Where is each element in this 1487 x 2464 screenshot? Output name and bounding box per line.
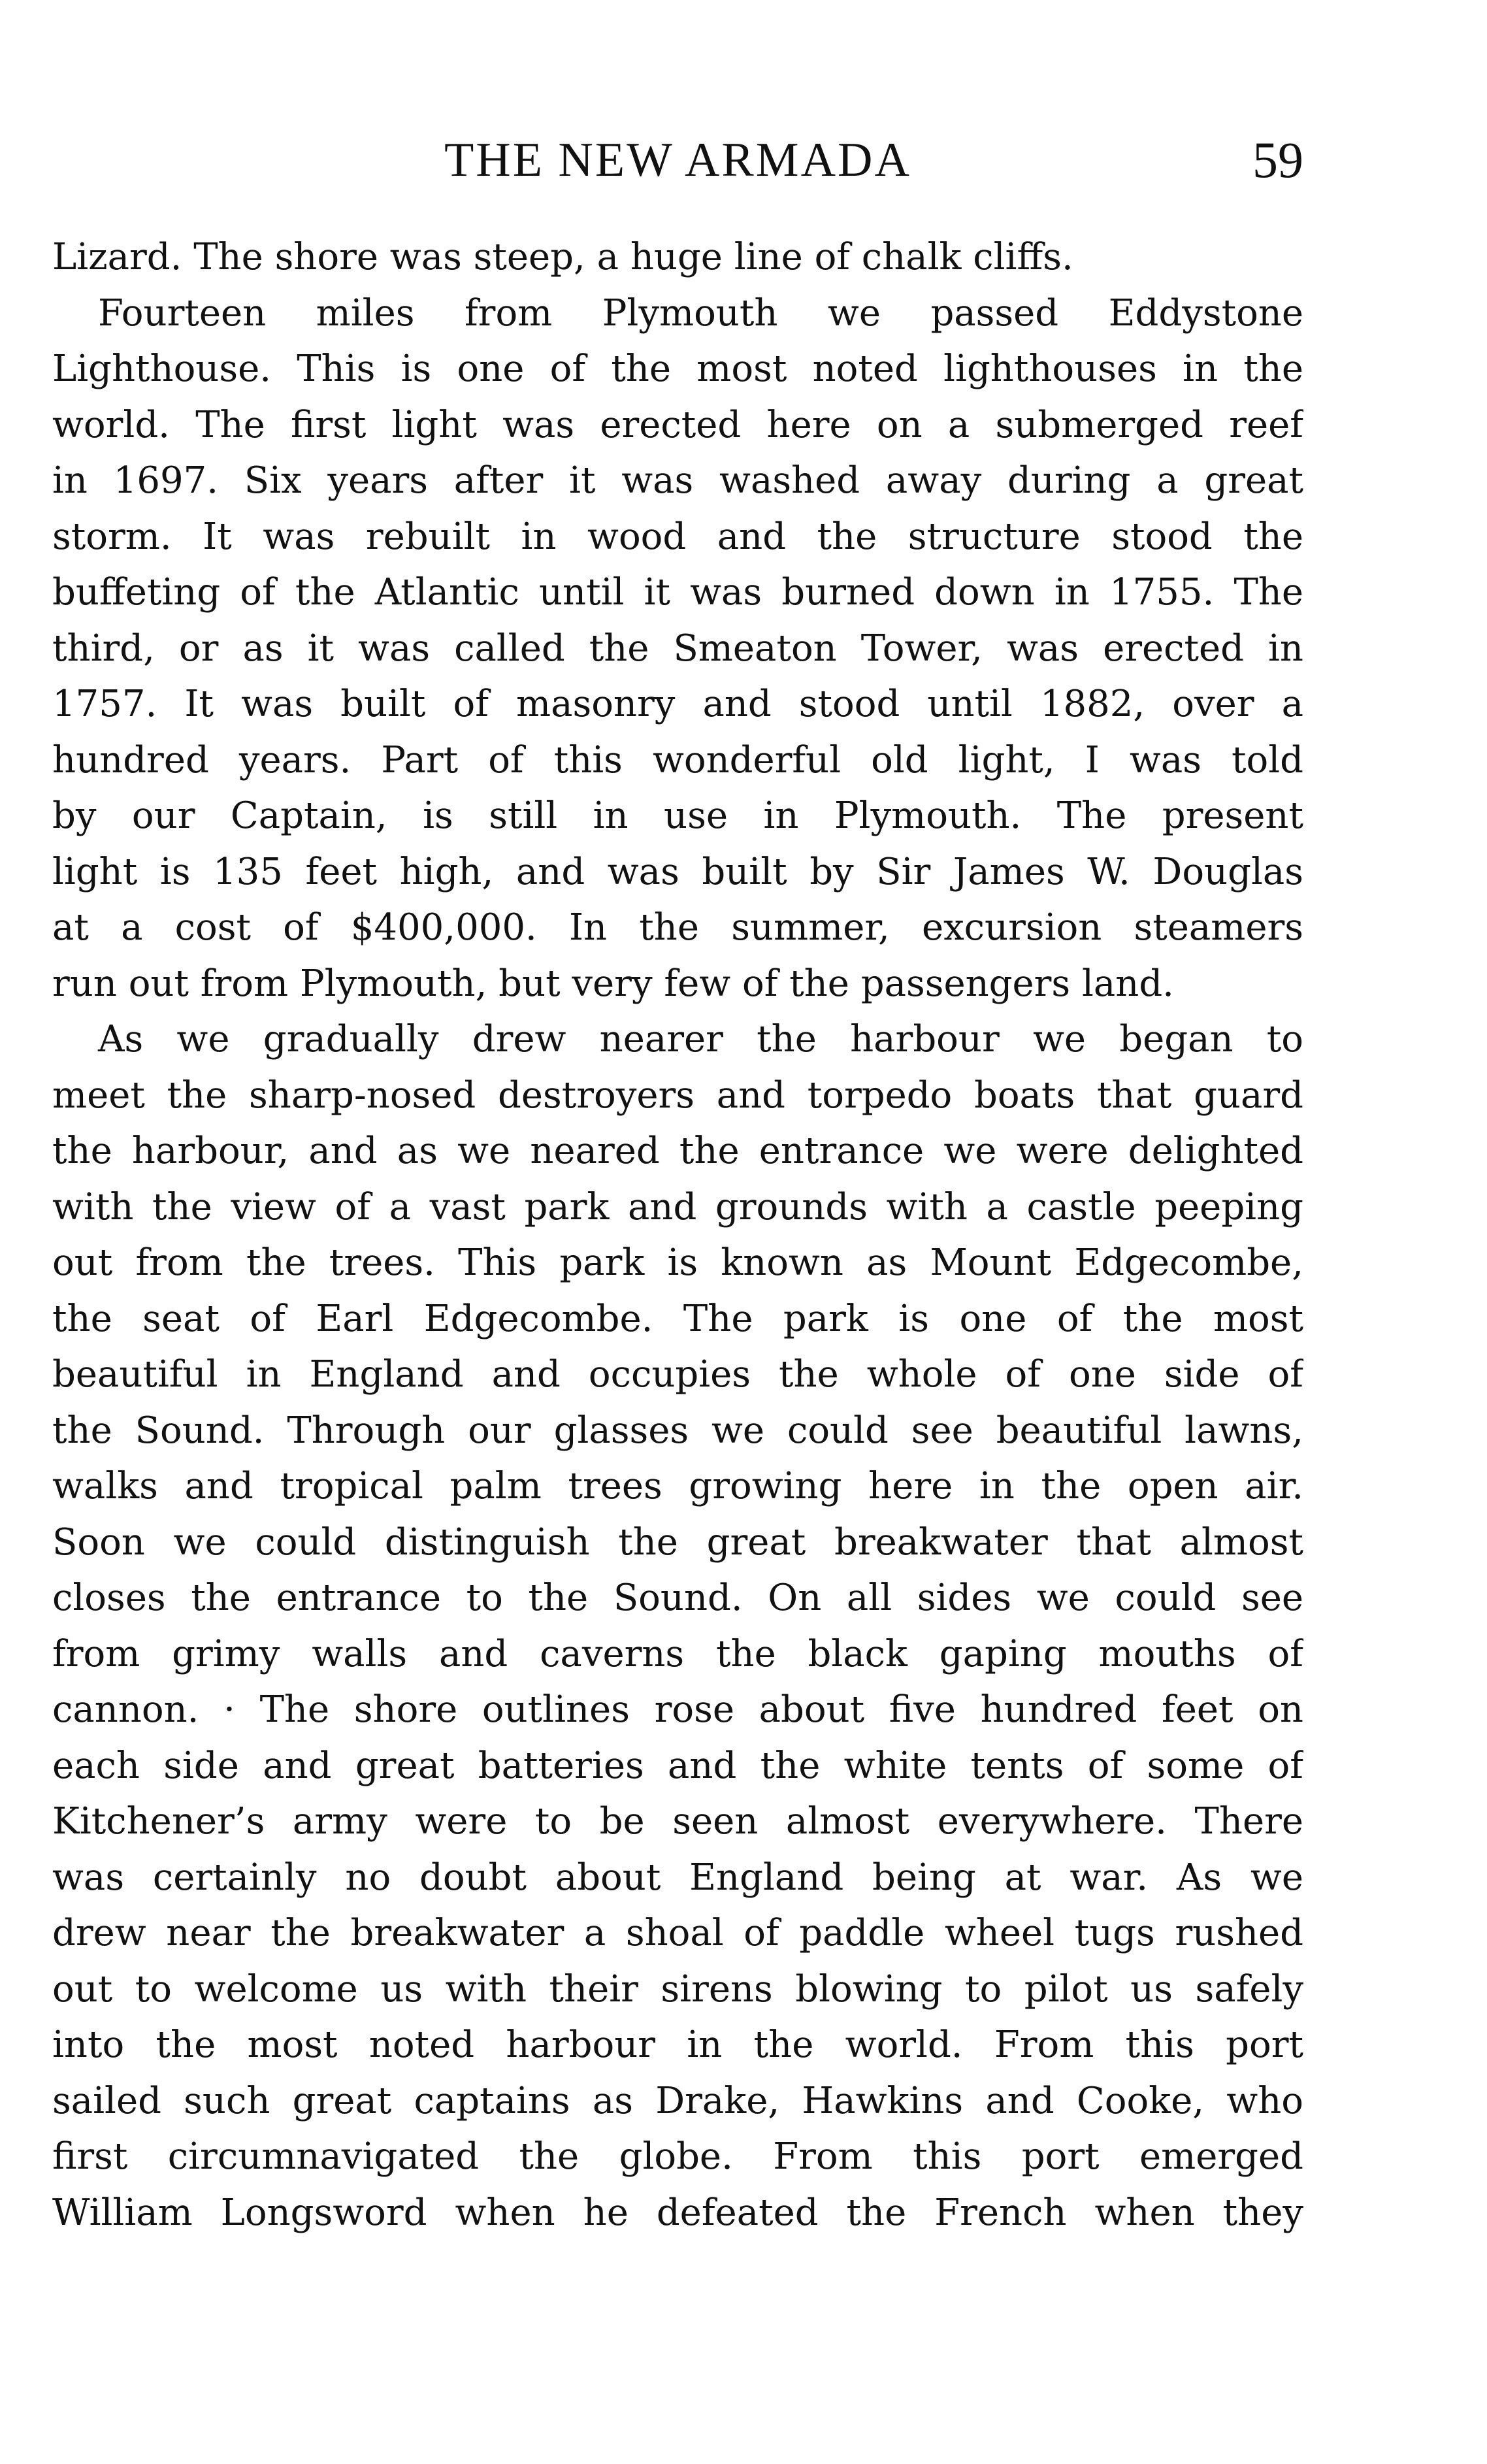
text-line: Lighthouse. This is one of the most noted lighthouses in the <box>52 348 1303 390</box>
running-header <box>52 127 1303 193</box>
text-line: beautiful in England and occupies the whole of one side of <box>52 1353 1303 1396</box>
text-line: Lizard. The shore was steep, a huge line of chalk cliffs. <box>52 236 1073 278</box>
text-line: the seat of Earl Edgecombe. The park is one of the most <box>52 1297 1303 1340</box>
page-number: 59 <box>1252 131 1303 188</box>
text-line: into the most noted harbour in the world. From this port <box>52 2024 1303 2066</box>
text-line: at a cost of $400,000. In the summer, excursion steamers <box>52 906 1303 949</box>
text-line: with the view of a vast park and grounds with a castle peeping <box>52 1185 1303 1228</box>
text-line: cannon. · The shore outlines rose about five hundred feet on <box>52 1688 1303 1731</box>
paragraph-first-line: Fourteen miles from Plymouth we passed Eddystone <box>98 291 1303 335</box>
text-line: in 1697. Six years after it was washed away during a great <box>52 459 1303 502</box>
text-line: the Sound. Through our glasses we could see beautiful lawns, <box>52 1409 1303 1452</box>
text-line: the harbour, and as we neared the entrance we were delighted <box>52 1130 1303 1172</box>
body-text <box>52 229 1303 2241</box>
text-line: light is 135 feet high, and was built by Sir James W. Douglas <box>52 850 1303 893</box>
text-line: meet the sharp-nosed destroyers and torpedo boats that guard <box>52 1074 1303 1117</box>
text-line: William Longsword when he defeated the French when they <box>52 2191 1303 2234</box>
text-line: out to welcome us with their sirens blowing to pilot us safely <box>52 1967 1303 2011</box>
text-line: out from the trees. This park is known as Mount Edgecombe, <box>52 1241 1303 1284</box>
text-line: was certainly no doubt about England being at war. As we <box>52 1856 1303 1899</box>
paragraph-first-line: As we gradually drew nearer the harbour we began to <box>98 1018 1303 1060</box>
text-line: storm. It was rebuilt in wood and the structure stood the <box>52 515 1303 558</box>
text-line: by our Captain, is still in use in Plymouth. The present <box>52 795 1303 837</box>
text-line: closes the entrance to the Sound. On all sides we could see <box>52 1577 1303 1619</box>
text-line: drew near the breakwater a shoal of paddle wheel tugs rushed <box>52 1912 1303 1954</box>
text-line: first circumnavigated the globe. From this port emerged <box>52 2135 1303 2178</box>
text-line: from grimy walls and caverns the black gaping mouths of <box>52 1632 1303 1675</box>
paragraph-last-line: run out from Plymouth, but very few of the passengers land. <box>52 962 1174 1005</box>
text-line: third, or as it was called the Smeaton Tower, was erected in <box>52 627 1303 670</box>
text-line: walks and tropical palm trees growing here in the open air. <box>52 1465 1303 1507</box>
text-line: 1757. It was built of masonry and stood until 1882, over a <box>52 683 1303 725</box>
text-line: world. The first light was erected here on a submerged reef <box>52 403 1303 446</box>
text-line: each side and great batteries and the white tents of some of <box>52 1744 1303 1787</box>
chapter-title: THE NEW ARMADA <box>444 133 911 187</box>
text-line: sailed such great captains as Drake, Hawkins and Cooke, who <box>52 2079 1303 2122</box>
text-line: hundred years. Part of this wonderful old light, I was told <box>52 738 1303 781</box>
text-line: Soon we could distinguish the great breakwater that almost <box>52 1520 1303 1564</box>
text-line: buffeting of the Atlantic until it was burned down in 1755. The <box>52 571 1303 614</box>
text-line: Kitchener’s army were to be seen almost everywhere. There <box>52 1800 1303 1843</box>
